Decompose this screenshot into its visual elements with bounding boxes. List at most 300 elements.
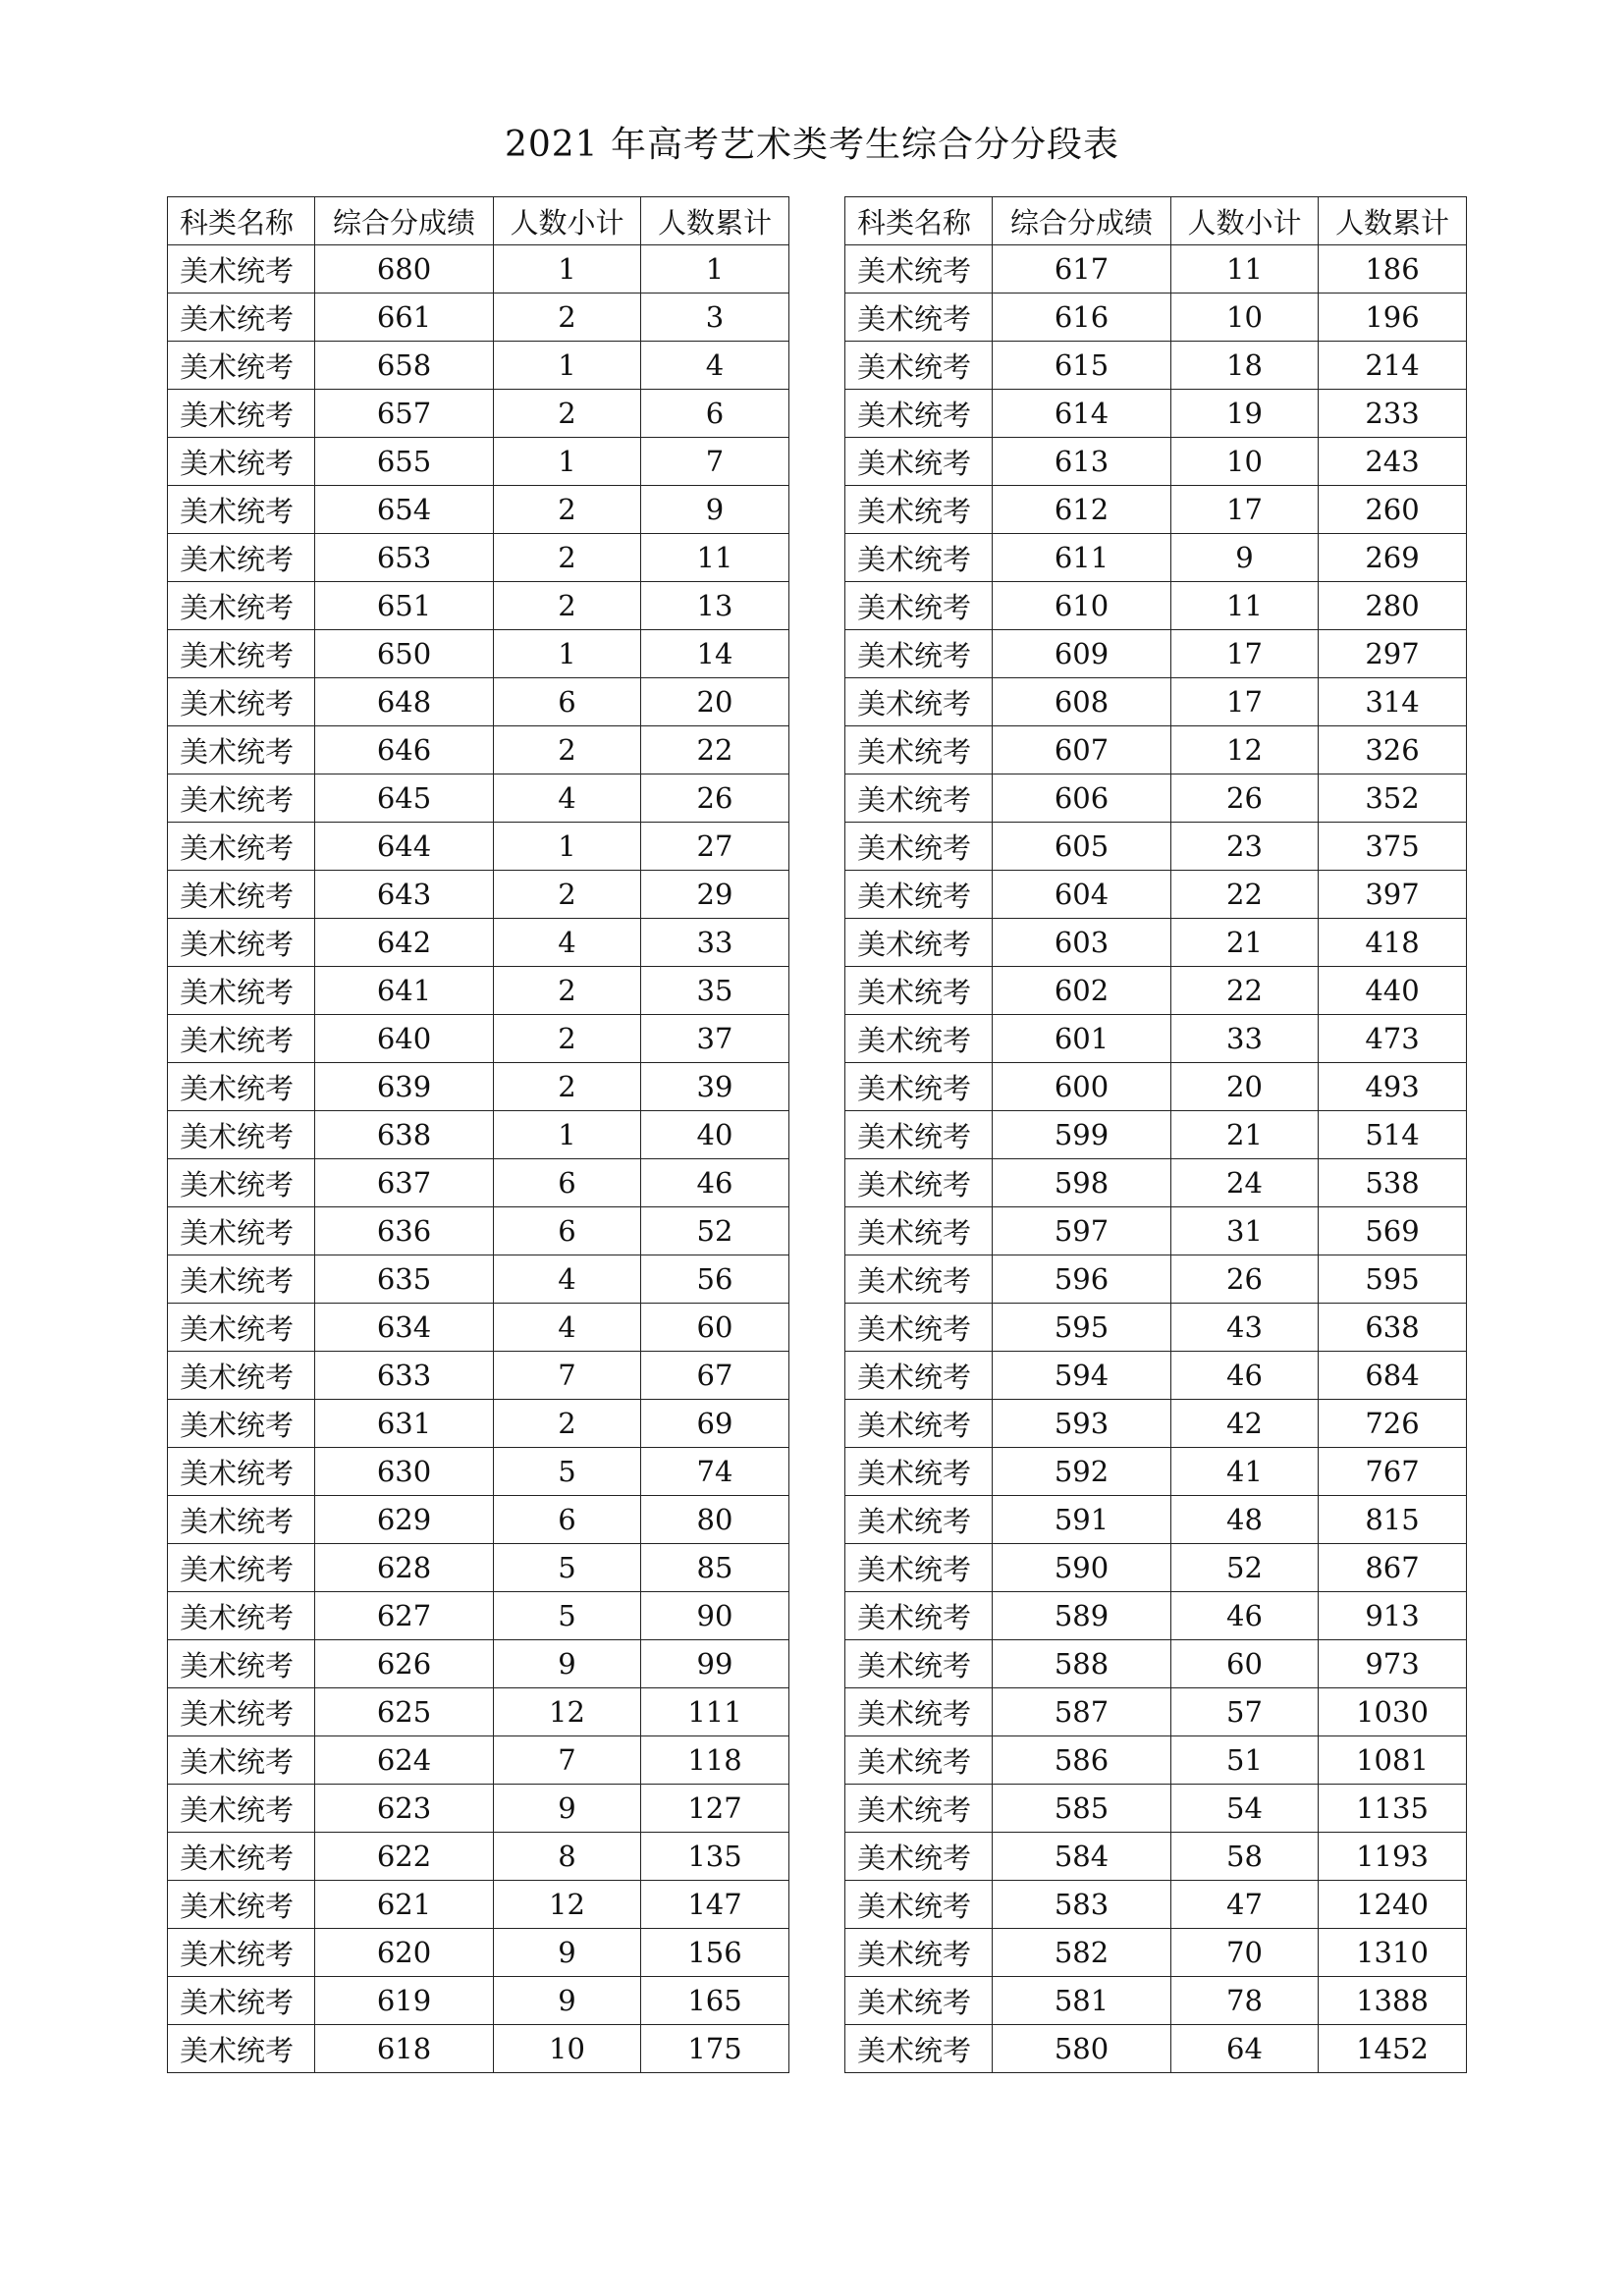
cell-score: 604 [993, 871, 1171, 919]
cell-count: 2 [494, 1063, 641, 1111]
cell-count: 42 [1171, 1400, 1319, 1448]
cell-category: 美术统考 [168, 534, 315, 582]
cell-cumulative: 767 [1319, 1448, 1467, 1496]
cell-count: 9 [494, 1785, 641, 1833]
cell-count: 2 [494, 582, 641, 630]
cell-cumulative: 135 [641, 1833, 789, 1881]
table-row [168, 1111, 789, 1159]
cell-cumulative: 4 [641, 342, 789, 390]
cell-category: 美术统考 [845, 1496, 993, 1544]
table-row [168, 967, 789, 1015]
cell-score: 588 [993, 1640, 1171, 1688]
cell-count: 10 [1171, 438, 1319, 486]
table-row [168, 1400, 789, 1448]
cell-cumulative: 314 [1319, 678, 1467, 726]
cell-count: 26 [1171, 1255, 1319, 1304]
cell-category: 美术统考 [168, 1640, 315, 1688]
table-row [845, 1592, 1467, 1640]
table-row [168, 294, 789, 342]
cell-score: 620 [315, 1929, 494, 1977]
cell-count: 9 [494, 1640, 641, 1688]
cell-category: 美术统考 [168, 1448, 315, 1496]
cell-category: 美术统考 [168, 823, 315, 871]
cell-score: 638 [315, 1111, 494, 1159]
cell-score: 600 [993, 1063, 1171, 1111]
cell-score: 613 [993, 438, 1171, 486]
cell-score: 628 [315, 1544, 494, 1592]
cell-score: 641 [315, 967, 494, 1015]
cell-score: 596 [993, 1255, 1171, 1304]
cell-category: 美术统考 [845, 390, 993, 438]
cell-category: 美术统考 [168, 1159, 315, 1207]
table-row [168, 1496, 789, 1544]
cell-count: 11 [1171, 582, 1319, 630]
cell-count: 10 [1171, 294, 1319, 342]
cell-score: 593 [993, 1400, 1171, 1448]
cell-category: 美术统考 [168, 1688, 315, 1736]
cell-count: 5 [494, 1544, 641, 1592]
cell-category: 美术统考 [168, 486, 315, 534]
header-count: 人数小计 [494, 197, 641, 245]
cell-score: 618 [315, 2025, 494, 2073]
cell-score: 640 [315, 1015, 494, 1063]
cell-score: 646 [315, 726, 494, 774]
cell-score: 630 [315, 1448, 494, 1496]
cell-category: 美术统考 [168, 871, 315, 919]
cell-count: 18 [1171, 342, 1319, 390]
cell-category: 美术统考 [845, 1688, 993, 1736]
cell-score: 611 [993, 534, 1171, 582]
cell-count: 6 [494, 678, 641, 726]
cell-cumulative: 40 [641, 1111, 789, 1159]
table-row [845, 967, 1467, 1015]
cell-cumulative: 6 [641, 390, 789, 438]
table-row [845, 1640, 1467, 1688]
cell-score: 592 [993, 1448, 1171, 1496]
table-row [168, 1929, 789, 1977]
table-row [845, 630, 1467, 678]
cell-count: 12 [494, 1688, 641, 1736]
header-cumulative: 人数累计 [1319, 197, 1467, 245]
table-row [845, 1352, 1467, 1400]
cell-category: 美术统考 [845, 1785, 993, 1833]
cell-cumulative: 352 [1319, 774, 1467, 823]
table-row [168, 823, 789, 871]
cell-score: 648 [315, 678, 494, 726]
page-title: 2021 年高考艺术类考生综合分分段表 [504, 125, 1120, 165]
cell-score: 599 [993, 1111, 1171, 1159]
cell-score: 614 [993, 390, 1171, 438]
cell-cumulative: 726 [1319, 1400, 1467, 1448]
cell-score: 589 [993, 1592, 1171, 1640]
table-row [168, 1015, 789, 1063]
cell-score: 598 [993, 1159, 1171, 1207]
header-score: 综合分成绩 [993, 197, 1171, 245]
cell-cumulative: 7 [641, 438, 789, 486]
cell-cumulative: 493 [1319, 1063, 1467, 1111]
table-row [845, 390, 1467, 438]
table-row [845, 1688, 1467, 1736]
table-row [845, 823, 1467, 871]
table-row [845, 1544, 1467, 1592]
cell-count: 2 [494, 390, 641, 438]
header-count: 人数小计 [1171, 197, 1319, 245]
cell-category: 美术统考 [845, 294, 993, 342]
cell-cumulative: 85 [641, 1544, 789, 1592]
table-row [168, 1255, 789, 1304]
cell-score: 586 [993, 1736, 1171, 1785]
cell-score: 606 [993, 774, 1171, 823]
cell-count: 64 [1171, 2025, 1319, 2073]
cell-category: 美术统考 [845, 1207, 993, 1255]
table-row [168, 1592, 789, 1640]
cell-category: 美术统考 [845, 1352, 993, 1400]
table-row [168, 1207, 789, 1255]
cell-category: 美术统考 [168, 1785, 315, 1833]
cell-score: 623 [315, 1785, 494, 1833]
cell-count: 2 [494, 871, 641, 919]
cell-score: 661 [315, 294, 494, 342]
cell-count: 5 [494, 1448, 641, 1496]
cell-cumulative: 1310 [1319, 1929, 1467, 1977]
cell-score: 635 [315, 1255, 494, 1304]
cell-category: 美术统考 [845, 2025, 993, 2073]
cell-category: 美术统考 [168, 726, 315, 774]
table-row [168, 2025, 789, 2073]
table-row [168, 438, 789, 486]
cell-cumulative: 46 [641, 1159, 789, 1207]
cell-score: 653 [315, 534, 494, 582]
table-row [845, 534, 1467, 582]
cell-category: 美术统考 [168, 294, 315, 342]
cell-cumulative: 165 [641, 1977, 789, 2025]
cell-category: 美术统考 [845, 1400, 993, 1448]
cell-cumulative: 867 [1319, 1544, 1467, 1592]
cell-cumulative: 3 [641, 294, 789, 342]
cell-category: 美术统考 [845, 342, 993, 390]
cell-cumulative: 418 [1319, 919, 1467, 967]
score-table-right [844, 196, 1467, 2073]
cell-count: 57 [1171, 1688, 1319, 1736]
table-row [168, 871, 789, 919]
cell-category: 美术统考 [845, 1544, 993, 1592]
table-row [168, 1063, 789, 1111]
cell-category: 美术统考 [168, 967, 315, 1015]
cell-count: 2 [494, 1400, 641, 1448]
cell-cumulative: 67 [641, 1352, 789, 1400]
cell-score: 621 [315, 1881, 494, 1929]
cell-score: 654 [315, 486, 494, 534]
cell-score: 644 [315, 823, 494, 871]
table-row [845, 1063, 1467, 1111]
cell-cumulative: 26 [641, 774, 789, 823]
cell-score: 655 [315, 438, 494, 486]
cell-score: 615 [993, 342, 1171, 390]
cell-count: 33 [1171, 1015, 1319, 1063]
cell-score: 580 [993, 2025, 1171, 2073]
cell-score: 624 [315, 1736, 494, 1785]
cell-score: 634 [315, 1304, 494, 1352]
cell-cumulative: 1030 [1319, 1688, 1467, 1736]
cell-score: 680 [315, 245, 494, 294]
cell-cumulative: 80 [641, 1496, 789, 1544]
cell-cumulative: 297 [1319, 630, 1467, 678]
table-row [845, 1881, 1467, 1929]
cell-category: 美术统考 [168, 1496, 315, 1544]
cell-category: 美术统考 [845, 823, 993, 871]
cell-category: 美术统考 [168, 1929, 315, 1977]
cell-cumulative: 13 [641, 582, 789, 630]
cell-count: 8 [494, 1833, 641, 1881]
cell-category: 美术统考 [845, 1881, 993, 1929]
cell-score: 657 [315, 390, 494, 438]
cell-cumulative: 56 [641, 1255, 789, 1304]
cell-cumulative: 326 [1319, 726, 1467, 774]
cell-score: 651 [315, 582, 494, 630]
cell-category: 美术统考 [845, 534, 993, 582]
cell-count: 22 [1171, 967, 1319, 1015]
cell-count: 1 [494, 438, 641, 486]
cell-cumulative: 473 [1319, 1015, 1467, 1063]
cell-count: 6 [494, 1207, 641, 1255]
cell-score: 590 [993, 1544, 1171, 1592]
cell-count: 31 [1171, 1207, 1319, 1255]
table-row [845, 919, 1467, 967]
cell-score: 627 [315, 1592, 494, 1640]
cell-cumulative: 1 [641, 245, 789, 294]
table-row [845, 1159, 1467, 1207]
cell-count: 47 [1171, 1881, 1319, 1929]
header-cumulative: 人数累计 [641, 197, 789, 245]
cell-score: 584 [993, 1833, 1171, 1881]
cell-score: 633 [315, 1352, 494, 1400]
cell-category: 美术统考 [168, 438, 315, 486]
cell-category: 美术统考 [845, 1833, 993, 1881]
cell-count: 54 [1171, 1785, 1319, 1833]
cell-category: 美术统考 [168, 1736, 315, 1785]
cell-cumulative: 260 [1319, 486, 1467, 534]
cell-count: 26 [1171, 774, 1319, 823]
cell-score: 639 [315, 1063, 494, 1111]
table-row [168, 1881, 789, 1929]
cell-count: 1 [494, 342, 641, 390]
table-row [845, 342, 1467, 390]
table-row [168, 1736, 789, 1785]
table-row [168, 1159, 789, 1207]
cell-category: 美术统考 [168, 1352, 315, 1400]
cell-count: 4 [494, 774, 641, 823]
cell-cumulative: 37 [641, 1015, 789, 1063]
cell-count: 4 [494, 919, 641, 967]
table-row [168, 1448, 789, 1496]
cell-count: 17 [1171, 678, 1319, 726]
cell-category: 美术统考 [845, 1736, 993, 1785]
cell-count: 2 [494, 486, 641, 534]
cell-count: 17 [1171, 486, 1319, 534]
cell-count: 1 [494, 245, 641, 294]
table-row [845, 1400, 1467, 1448]
cell-score: 581 [993, 1977, 1171, 2025]
cell-cumulative: 243 [1319, 438, 1467, 486]
cell-cumulative: 440 [1319, 967, 1467, 1015]
table-row [845, 678, 1467, 726]
cell-score: 617 [993, 245, 1171, 294]
table-row [168, 534, 789, 582]
table-row [168, 1688, 789, 1736]
cell-cumulative: 684 [1319, 1352, 1467, 1400]
table-row [168, 582, 789, 630]
table-header-row [168, 197, 789, 245]
cell-cumulative: 14 [641, 630, 789, 678]
cell-score: 585 [993, 1785, 1171, 1833]
cell-cumulative: 280 [1319, 582, 1467, 630]
cell-cumulative: 214 [1319, 342, 1467, 390]
cell-cumulative: 913 [1319, 1592, 1467, 1640]
cell-score: 643 [315, 871, 494, 919]
cell-cumulative: 569 [1319, 1207, 1467, 1255]
cell-category: 美术统考 [845, 1015, 993, 1063]
cell-category: 美术统考 [168, 1255, 315, 1304]
cell-count: 52 [1171, 1544, 1319, 1592]
cell-cumulative: 147 [641, 1881, 789, 1929]
cell-score: 587 [993, 1688, 1171, 1736]
cell-count: 20 [1171, 1063, 1319, 1111]
table-row [845, 1207, 1467, 1255]
table-row [845, 2025, 1467, 2073]
cell-score: 597 [993, 1207, 1171, 1255]
cell-score: 645 [315, 774, 494, 823]
table-row [168, 245, 789, 294]
table-row [845, 871, 1467, 919]
table-row [845, 1015, 1467, 1063]
cell-category: 美术统考 [845, 486, 993, 534]
cell-score: 622 [315, 1833, 494, 1881]
cell-category: 美术统考 [845, 1592, 993, 1640]
cell-count: 2 [494, 726, 641, 774]
table-row [168, 678, 789, 726]
table-row [168, 390, 789, 438]
cell-count: 17 [1171, 630, 1319, 678]
cell-cumulative: 1135 [1319, 1785, 1467, 1833]
cell-category: 美术统考 [168, 774, 315, 823]
cell-score: 642 [315, 919, 494, 967]
cell-score: 583 [993, 1881, 1171, 1929]
cell-cumulative: 20 [641, 678, 789, 726]
table-header-row [845, 197, 1467, 245]
table-row [845, 486, 1467, 534]
cell-count: 4 [494, 1304, 641, 1352]
cell-category: 美术统考 [168, 1592, 315, 1640]
cell-category: 美术统考 [845, 678, 993, 726]
cell-cumulative: 99 [641, 1640, 789, 1688]
cell-cumulative: 39 [641, 1063, 789, 1111]
score-table-left [167, 196, 789, 2073]
cell-count: 10 [494, 2025, 641, 2073]
cell-category: 美术统考 [168, 1400, 315, 1448]
cell-count: 24 [1171, 1159, 1319, 1207]
header-category: 科类名称 [845, 197, 993, 245]
header-category: 科类名称 [168, 197, 315, 245]
cell-score: 619 [315, 1977, 494, 2025]
cell-category: 美术统考 [845, 1929, 993, 1977]
cell-count: 70 [1171, 1929, 1319, 1977]
cell-score: 636 [315, 1207, 494, 1255]
cell-count: 12 [1171, 726, 1319, 774]
cell-category: 美术统考 [845, 919, 993, 967]
cell-cumulative: 815 [1319, 1496, 1467, 1544]
cell-count: 1 [494, 823, 641, 871]
cell-score: 607 [993, 726, 1171, 774]
table-row [168, 1833, 789, 1881]
cell-count: 2 [494, 294, 641, 342]
cell-count: 7 [494, 1736, 641, 1785]
cell-category: 美术统考 [845, 871, 993, 919]
table-row [845, 1304, 1467, 1352]
table-row [168, 342, 789, 390]
cell-score: 626 [315, 1640, 494, 1688]
cell-cumulative: 90 [641, 1592, 789, 1640]
table-row [168, 1304, 789, 1352]
table-row [168, 1352, 789, 1400]
cell-category: 美术统考 [845, 1304, 993, 1352]
cell-cumulative: 1081 [1319, 1736, 1467, 1785]
cell-cumulative: 52 [641, 1207, 789, 1255]
cell-cumulative: 111 [641, 1688, 789, 1736]
cell-category: 美术统考 [168, 1544, 315, 1592]
cell-cumulative: 1193 [1319, 1833, 1467, 1881]
cell-cumulative: 27 [641, 823, 789, 871]
cell-count: 9 [494, 1977, 641, 2025]
cell-cumulative: 9 [641, 486, 789, 534]
table-row [168, 1977, 789, 2025]
cell-cumulative: 118 [641, 1736, 789, 1785]
cell-category: 美术统考 [168, 1063, 315, 1111]
cell-score: 631 [315, 1400, 494, 1448]
cell-score: 582 [993, 1929, 1171, 1977]
cell-count: 12 [494, 1881, 641, 1929]
cell-category: 美术统考 [168, 1111, 315, 1159]
cell-category: 美术统考 [845, 630, 993, 678]
cell-category: 美术统考 [168, 1977, 315, 2025]
table-row [845, 1977, 1467, 2025]
cell-count: 9 [1171, 534, 1319, 582]
cell-cumulative: 33 [641, 919, 789, 967]
cell-cumulative: 638 [1319, 1304, 1467, 1352]
cell-category: 美术统考 [168, 919, 315, 967]
cell-count: 4 [494, 1255, 641, 1304]
cell-category: 美术统考 [168, 245, 315, 294]
cell-category: 美术统考 [845, 726, 993, 774]
cell-category: 美术统考 [168, 1304, 315, 1352]
cell-category: 美术统考 [845, 1977, 993, 2025]
cell-count: 6 [494, 1159, 641, 1207]
cell-count: 19 [1171, 390, 1319, 438]
cell-count: 5 [494, 1592, 641, 1640]
cell-cumulative: 397 [1319, 871, 1467, 919]
cell-category: 美术统考 [845, 582, 993, 630]
cell-score: 601 [993, 1015, 1171, 1063]
table-row [168, 1785, 789, 1833]
cell-count: 46 [1171, 1352, 1319, 1400]
table-row [845, 245, 1467, 294]
cell-category: 美术统考 [168, 582, 315, 630]
cell-score: 629 [315, 1496, 494, 1544]
table-row [845, 1448, 1467, 1496]
cell-category: 美术统考 [168, 342, 315, 390]
header-score: 综合分成绩 [315, 197, 494, 245]
table-row [168, 774, 789, 823]
cell-score: 616 [993, 294, 1171, 342]
